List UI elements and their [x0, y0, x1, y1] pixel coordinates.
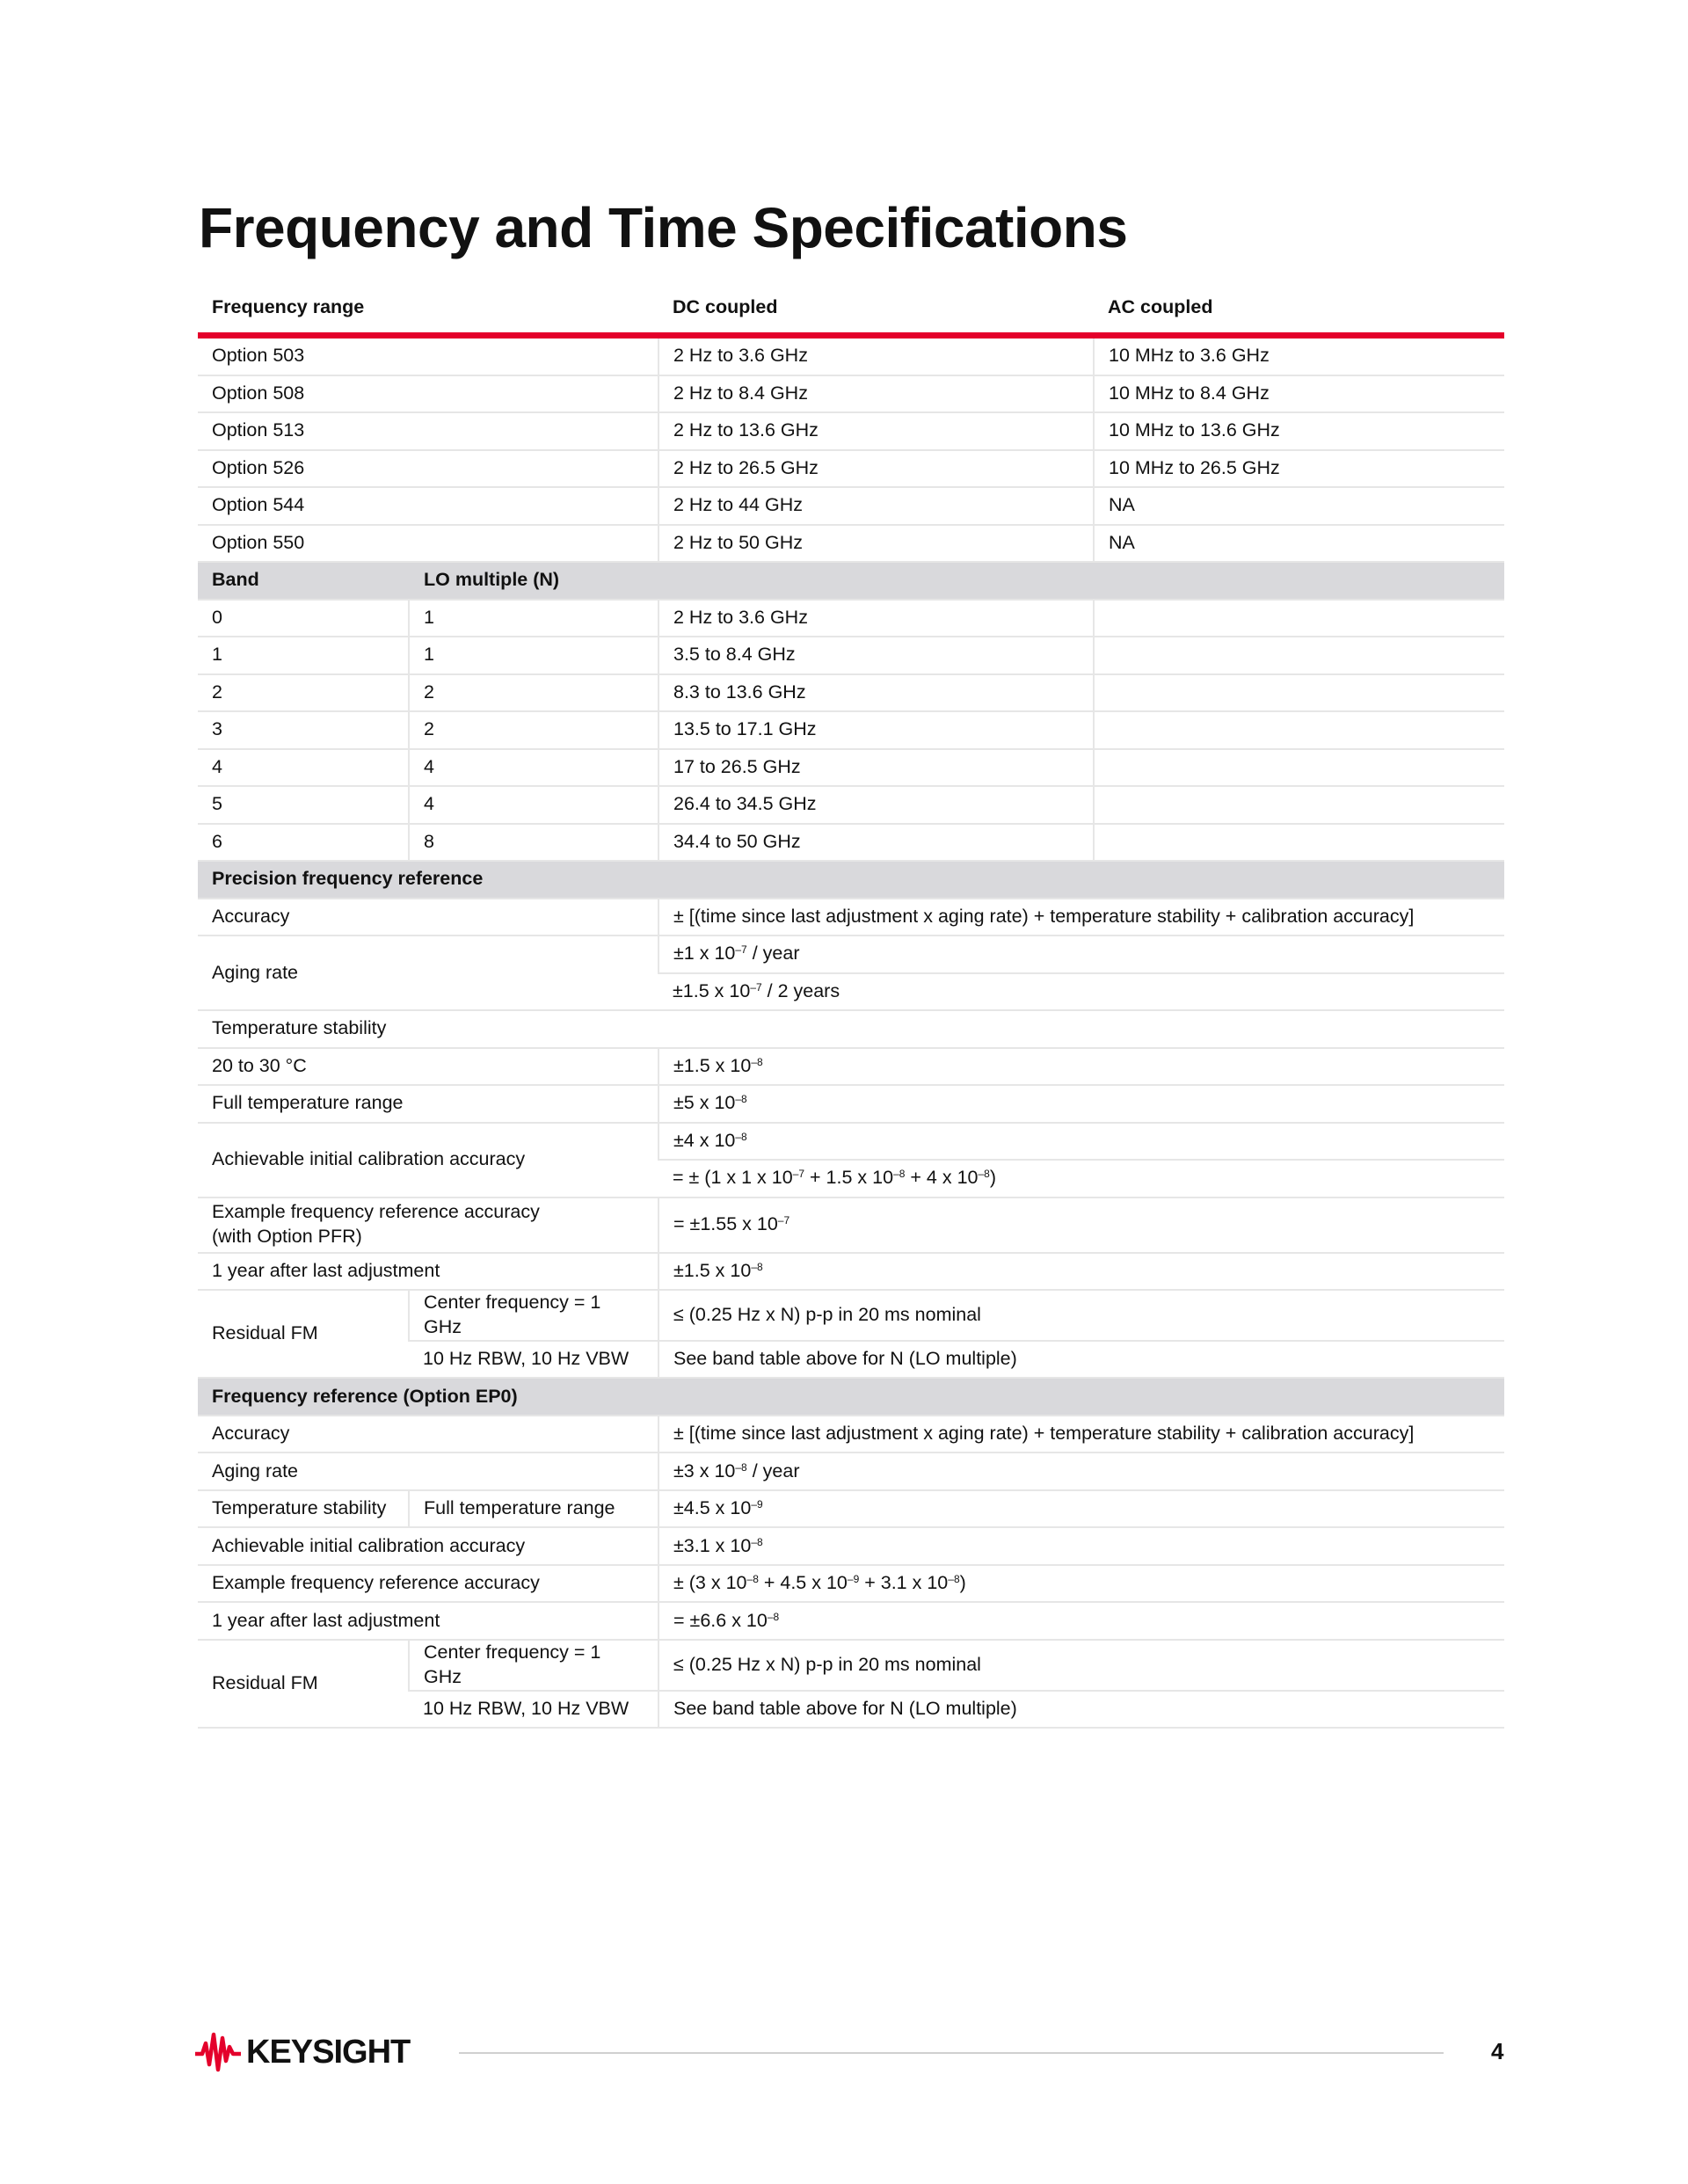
- table-cell: Aging rate: [198, 935, 658, 1010]
- table-row: [198, 711, 1504, 749]
- table-row: [198, 1452, 1504, 1490]
- table-row: [198, 487, 1504, 525]
- table-cell: Option 550: [198, 525, 658, 563]
- keysight-wave-icon: [193, 2031, 243, 2073]
- table-cell: ±5 x $10^{-8}$: [658, 1085, 1504, 1123]
- table-cell: Example frequency reference accuracy: [198, 1565, 658, 1603]
- table-row: [198, 899, 1504, 936]
- table-cell: [1094, 786, 1504, 824]
- column-header-ac-coupled: AC coupled: [1094, 281, 1504, 336]
- table-cell: ± (3 x $10^{-8} + 4.5$ x $10^{-9} + 3.1$ x $10^{-8}$): [658, 1565, 1504, 1603]
- table-header-row: [198, 281, 1504, 336]
- table-cell: See band table above for N (LO multiple): [658, 1341, 1504, 1379]
- page-number: 4: [1491, 2038, 1504, 2064]
- table-cell: See band table above for N (LO multiple): [658, 1691, 1504, 1729]
- table-cell: ±4 x $10^{-8}$: [658, 1123, 1504, 1161]
- table-cell: [1094, 600, 1504, 637]
- table-row: [198, 1490, 1504, 1528]
- table-cell: Full temperature range: [198, 1085, 658, 1123]
- table-cell: 2: [409, 674, 658, 712]
- table-cell: [1094, 674, 1504, 712]
- table-cell: Option 513: [198, 412, 658, 450]
- table-cell: Full temperature range: [409, 1490, 658, 1528]
- keysight-logo: [193, 2031, 410, 2073]
- table-cell: 6: [198, 824, 409, 862]
- table-row: [198, 375, 1504, 413]
- table-row: [198, 1048, 1504, 1086]
- table-cell: 10 MHz to 13.6 GHz: [1094, 412, 1504, 450]
- table-row: [198, 749, 1504, 787]
- table-cell: 3.5 to 8.4 GHz: [658, 637, 1094, 674]
- table-cell: 2 Hz to 26.5 GHz: [658, 450, 1094, 488]
- keysight-wordmark: KEYSIGHT: [246, 2033, 411, 2071]
- table-cell: 8.3 to 13.6 GHz: [658, 674, 1094, 712]
- table-cell: 4: [409, 749, 658, 787]
- table-cell: 34.4 to 50 GHz: [658, 824, 1094, 862]
- column-header-dc-coupled: DC coupled: [658, 281, 1094, 336]
- table-row: [198, 674, 1504, 712]
- section-header-cell: Frequency reference (Option EP0): [198, 1378, 1504, 1416]
- table-cell: 0: [198, 600, 409, 637]
- table-cell: Accuracy: [198, 1416, 658, 1453]
- table-cell: ±1.5 x $10^{-8}$: [658, 1048, 1504, 1086]
- table-cell: ± [(time since last adjustment x aging rate) + temperature stability + calibration accuracy]: [658, 1416, 1504, 1453]
- table-row: [198, 1602, 1504, 1640]
- table-cell: 1 year after last adjustment: [198, 1253, 658, 1291]
- table-cell: Achievable initial calibration accuracy: [198, 1123, 658, 1198]
- table-row: [198, 824, 1504, 862]
- table-row: [198, 786, 1504, 824]
- table-cell: ±1.5 x $10^{-7} / 2$ years: [658, 973, 1504, 1011]
- table-cell: 20 to 30 °C: [198, 1048, 658, 1086]
- table-cell: 10 Hz RBW, 10 Hz VBW: [409, 1691, 658, 1729]
- table-row: [198, 600, 1504, 637]
- table-cell: ± [(time since last adjustment x aging rate) + temperature stability + calibration accuracy]: [658, 899, 1504, 936]
- table-cell: 13.5 to 17.1 GHz: [658, 711, 1094, 749]
- table-row: [198, 1290, 1504, 1341]
- table-cell: 2 Hz to 3.6 GHz: [658, 600, 1094, 637]
- section-header-cell: [658, 562, 1504, 600]
- table-cell: = ± (1 x 1 x $10^{-7} + 1.5$ x $10^{-8} + 4$ x $10^{-8}$): [658, 1160, 1504, 1198]
- table-cell: 2 Hz to 13.6 GHz: [658, 412, 1094, 450]
- table-cell: 1: [409, 637, 658, 674]
- table-cell: 2 Hz to 50 GHz: [658, 525, 1094, 563]
- table-cell: ≤ (0.25 Hz x N) p-p in 20 ms nominal: [658, 1290, 1504, 1341]
- table-cell: 2 Hz to 8.4 GHz: [658, 375, 1094, 413]
- table-cell: ±3.1 x $10^{-8}$: [658, 1527, 1504, 1565]
- section-header-row: [198, 1378, 1504, 1416]
- table-cell: Option 544: [198, 487, 658, 525]
- table-cell: ±1 x $10^{-7}$ / year: [658, 935, 1504, 973]
- section-header-row: [198, 861, 1504, 899]
- table-row: [198, 637, 1504, 674]
- table-cell: ±4.5 x $10^{-9}$: [658, 1490, 1504, 1528]
- table-cell: 2: [198, 674, 409, 712]
- table-cell: 3: [198, 711, 409, 749]
- page-title: Frequency and Time Specifications: [199, 196, 1128, 259]
- table-cell: ±3 x $10^{-8}$ / year: [658, 1452, 1504, 1490]
- table-cell: [1094, 749, 1504, 787]
- table-cell: NA: [1094, 525, 1504, 563]
- column-header-frequency-range: Frequency range: [198, 281, 658, 336]
- table-row: [198, 1416, 1504, 1453]
- table-row: [198, 1565, 1504, 1603]
- section-header-row: [198, 562, 1504, 600]
- table-cell: ±1.5 x $10^{-8}$: [658, 1253, 1504, 1291]
- table-cell: Residual FM: [198, 1290, 409, 1378]
- table-cell: [1094, 711, 1504, 749]
- table-body: [198, 336, 1504, 1729]
- table-cell: Center frequency = 1 GHz: [409, 1640, 658, 1691]
- frequency-time-spec-table: [198, 281, 1504, 1729]
- table-cell: NA: [1094, 487, 1504, 525]
- section-header-cell: Precision frequency reference: [198, 861, 1504, 899]
- table-row: [198, 412, 1504, 450]
- table-cell: Option 526: [198, 450, 658, 488]
- table-cell: = ±1.55 x $10^{-7}$: [658, 1198, 1504, 1253]
- table-cell: Residual FM: [198, 1640, 409, 1728]
- table-cell: = ±6.6 x $10^{-8}$: [658, 1602, 1504, 1640]
- table-cell: 5: [198, 786, 409, 824]
- table-cell: Center frequency = 1 GHz: [409, 1290, 658, 1341]
- section-header-cell: Band: [198, 562, 409, 600]
- table-cell: 10 MHz to 3.6 GHz: [1094, 336, 1504, 375]
- footer-divider: [459, 2052, 1444, 2054]
- table-cell: Accuracy: [198, 899, 658, 936]
- table-row: [198, 1085, 1504, 1123]
- table-cell: 2: [409, 711, 658, 749]
- table-row: [198, 450, 1504, 488]
- table-cell: [1094, 637, 1504, 674]
- table-cell: Aging rate: [198, 1452, 658, 1490]
- table-cell: Achievable initial calibration accuracy: [198, 1527, 658, 1565]
- table-row: [198, 1010, 1504, 1048]
- table-cell: 10 Hz RBW, 10 Hz VBW: [409, 1341, 658, 1379]
- table-cell: Temperature stability: [198, 1010, 1504, 1048]
- table-cell: Temperature stability: [198, 1490, 409, 1528]
- table-row: [198, 525, 1504, 563]
- table-cell: 2 Hz to 44 GHz: [658, 487, 1094, 525]
- table-cell: 8: [409, 824, 658, 862]
- table-cell: Example frequency reference accuracy (with Option PFR): [198, 1198, 658, 1253]
- table-cell: 10 MHz to 26.5 GHz: [1094, 450, 1504, 488]
- table-row: [198, 1640, 1504, 1691]
- section-header-cell: LO multiple (N): [409, 562, 658, 600]
- table-cell: 10 MHz to 8.4 GHz: [1094, 375, 1504, 413]
- table-cell: 26.4 to 34.5 GHz: [658, 786, 1094, 824]
- table-cell: 1 year after last adjustment: [198, 1602, 658, 1640]
- table-row: [198, 935, 1504, 973]
- table-cell: 4: [198, 749, 409, 787]
- table-cell: 1: [198, 637, 409, 674]
- table-cell: 17 to 26.5 GHz: [658, 749, 1094, 787]
- table-cell: Option 503: [198, 336, 658, 375]
- table-row: [198, 336, 1504, 375]
- table-row: [198, 1253, 1504, 1291]
- table-cell: Option 508: [198, 375, 658, 413]
- table-cell: [1094, 824, 1504, 862]
- table-cell: 2 Hz to 3.6 GHz: [658, 336, 1094, 375]
- table-cell: ≤ (0.25 Hz x N) p-p in 20 ms nominal: [658, 1640, 1504, 1691]
- table-row: [198, 1123, 1504, 1161]
- table-row: [198, 1198, 1504, 1253]
- table-cell: 4: [409, 786, 658, 824]
- table-row: [198, 1527, 1504, 1565]
- table-cell: 1: [409, 600, 658, 637]
